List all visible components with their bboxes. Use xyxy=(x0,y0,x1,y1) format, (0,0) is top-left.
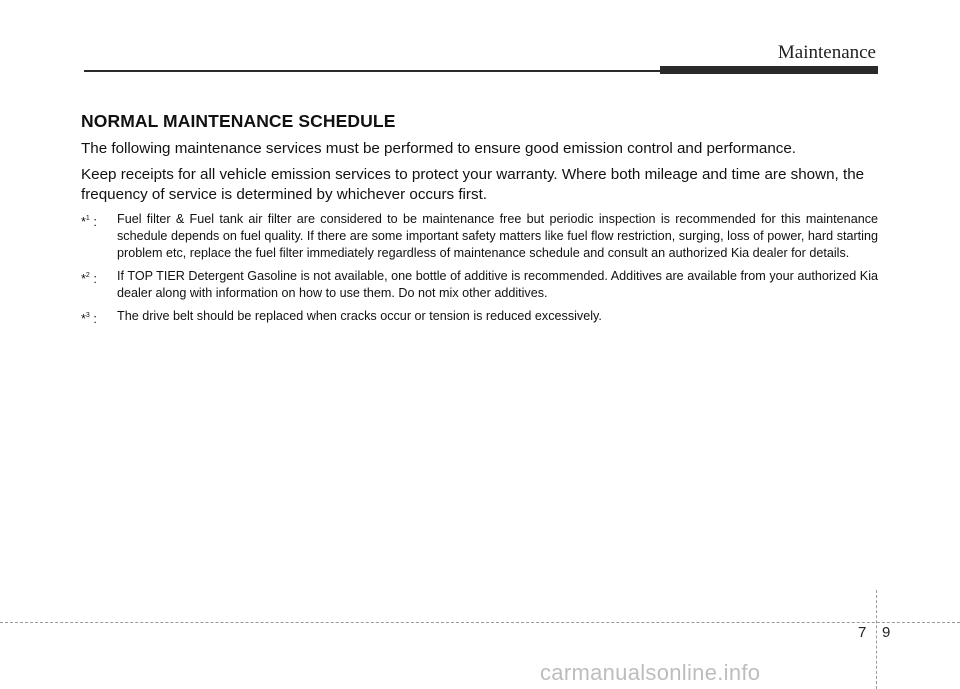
footnote-marker: *$^3$ : xyxy=(81,312,97,327)
footnote-1 xyxy=(81,211,878,262)
footnote-text: The drive belt should be replaced when cracks occur or tension is reduced excessively. xyxy=(117,309,602,323)
footer-vertical-dashed-line xyxy=(876,590,877,689)
intro-paragraph: The following maintenance services must be performed to ensure good emission control and performance. xyxy=(81,140,797,157)
footer-dashed-line xyxy=(0,622,960,623)
receipts-paragraph: Keep receipts for all vehicle emission services to protect your warranty. Where both mileage and time are shown, the frequency of service is determined by whichever occurs first. xyxy=(81,166,865,203)
footnote-text: If TOP TIER Detergent Gasoline is not available, one bottle of additive is recommended. Additives are available from your authorized Kia dealer along with information on how to use them. Do not mix other additives. xyxy=(117,269,878,300)
header-rule-thick xyxy=(660,66,878,74)
chapter-number: 7 xyxy=(858,624,867,641)
footnote-marker: *$^1$ : xyxy=(81,215,97,230)
header-rule-thin xyxy=(84,70,660,72)
main-content xyxy=(81,111,878,331)
footnote-3 xyxy=(81,308,878,325)
footnote-marker: *$^2$ : xyxy=(81,272,97,287)
section-title: Maintenance xyxy=(777,42,876,63)
footnote-2 xyxy=(81,268,878,302)
watermark: carmanualsonline.info xyxy=(540,660,761,685)
page-number: 9 xyxy=(882,624,891,641)
page-heading: NORMAL MAINTENANCE SCHEDULE xyxy=(81,111,396,131)
footnote-text: Fuel filter & Fuel tank air filter are considered to be maintenance free but periodic inspection is recommended for this maintenance schedule depends on fuel quality. If there are some important safety matters like fuel flow restriction, surging, loss of power, hard starting problem etc, replace the fuel filter immediately regardless of maintenance schedule and consult an authorized Kia dealer for details. xyxy=(117,212,878,260)
